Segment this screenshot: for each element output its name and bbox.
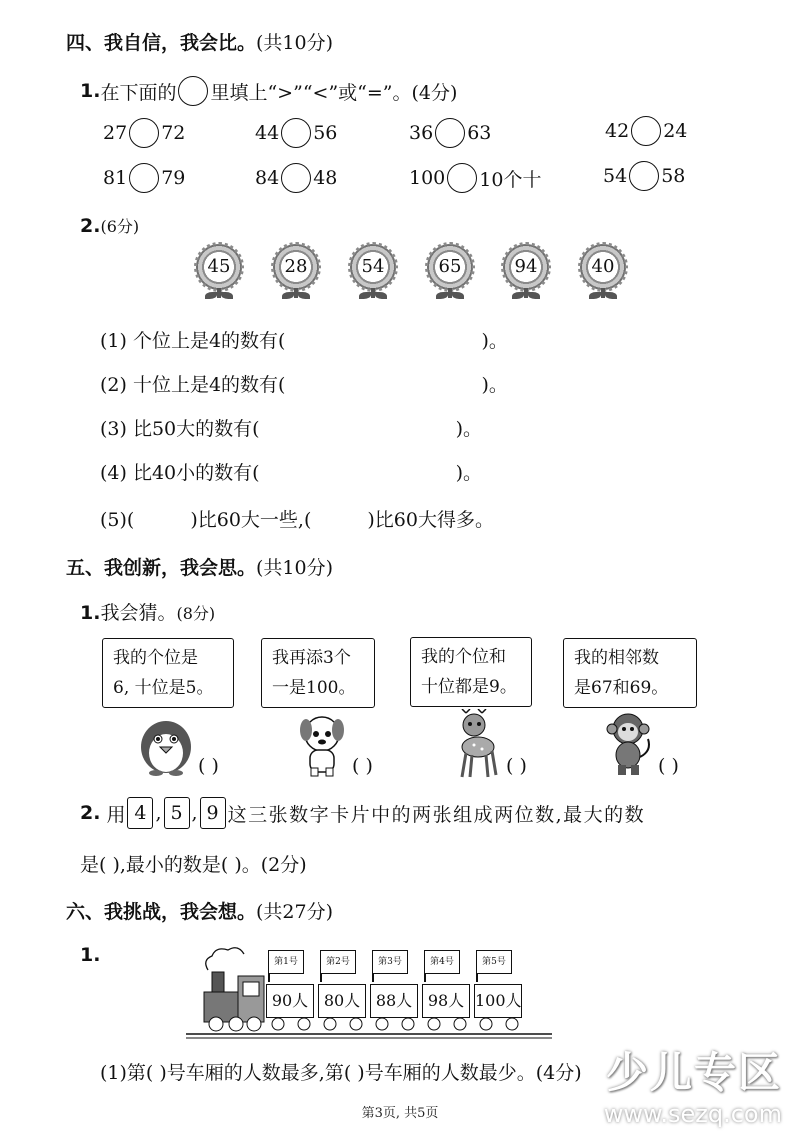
guess-number: 1.: [80, 602, 101, 624]
sub-text: 个位上是4的数有(: [132, 330, 286, 352]
cmp-right: 58: [661, 165, 686, 187]
sub5-open: (: [126, 509, 135, 531]
sub-text: 比40小的数有(: [132, 462, 260, 484]
sub-text: 十位上是4的数有(: [132, 374, 286, 396]
answer-circle[interactable]: [129, 118, 159, 148]
cards-q-pre: 用: [106, 803, 126, 826]
cmp-left: 27: [103, 122, 128, 144]
guess-text: 我会猜。: [100, 602, 177, 624]
section-4-heading: 四、我自信，我会比。: [66, 32, 257, 54]
guess-points: (8分): [176, 604, 216, 623]
cmp-left: 81: [103, 167, 128, 189]
sub-close: )。: [481, 374, 508, 396]
answer-circle[interactable]: [631, 116, 661, 146]
section-6-heading: 六、我挑战，我会想。: [66, 901, 257, 923]
cmp-right: 63: [467, 122, 492, 144]
flower-number: 65: [438, 256, 462, 277]
comparison-7: [409, 163, 541, 193]
page-footer: 第3页, 共5页: [361, 1106, 439, 1121]
cards-q-number: 2.: [80, 802, 101, 824]
comparison-4: [605, 116, 687, 146]
cmp-left: 100: [409, 167, 446, 189]
car-flag-3: 第3号: [372, 950, 408, 974]
train-car-4: 98人: [422, 984, 470, 1018]
monkey-icon: [604, 711, 654, 777]
cmp-right: 56: [313, 122, 338, 144]
cmp-left: 36: [409, 122, 434, 144]
cmp-right: 24: [663, 120, 688, 142]
cards-q-post: 这三张数字卡片中的两张组成两位数,最大的数: [227, 803, 646, 826]
car-flag-5: 第5号: [476, 950, 512, 974]
answer-circle[interactable]: [281, 163, 311, 193]
flower-4: [427, 244, 477, 300]
sub-question-3: [100, 414, 482, 441]
sub-label: (2): [100, 374, 127, 396]
sub-text: 比50大的数有(: [132, 418, 260, 440]
answer-paren-4[interactable]: ( ): [658, 755, 679, 777]
flower-1: [196, 244, 246, 300]
cmp-right: 72: [161, 122, 186, 144]
sub-close: )。: [481, 330, 508, 352]
sub-question-4: [100, 458, 482, 485]
speech-line: 我的相邻数: [574, 648, 659, 668]
cards-question: 2. 用 4 , 5 , 9 这三张数字卡片中的两张组成两位数,最大的数: [80, 797, 645, 829]
answer-paren-2[interactable]: ( ): [352, 755, 373, 777]
answer-circle[interactable]: [281, 118, 311, 148]
car-flag-2: 第2号: [320, 950, 356, 974]
car-flag-4: 第4号: [424, 950, 460, 974]
q2-prompt: [80, 214, 139, 237]
cmp-right: 48: [313, 167, 338, 189]
puppy-icon: [296, 712, 348, 778]
cmp-left: 44: [255, 122, 280, 144]
train-sub-question-1: [100, 1058, 582, 1085]
flower-5: [503, 244, 553, 300]
number-card-4: 4: [127, 797, 153, 829]
answer-paren-1[interactable]: ( ): [198, 755, 219, 777]
train-car-3: 88人: [370, 984, 418, 1018]
answer-circle[interactable]: [435, 118, 465, 148]
q1-text-pre: 在下面的: [100, 81, 177, 104]
sub-label: (1): [100, 1062, 127, 1084]
section-6-points: (共27分): [256, 901, 334, 923]
cmp-left: 84: [255, 167, 280, 189]
number-card-5: 5: [164, 797, 190, 829]
sub-label: (3): [100, 418, 127, 440]
sub-question-2: [100, 370, 508, 397]
speech-line: 我的个位和: [421, 647, 506, 667]
speech-box-4: [563, 638, 697, 708]
cmp-right: 79: [161, 167, 186, 189]
train-car-5: 100人: [474, 984, 522, 1018]
guess-prompt: [80, 598, 215, 625]
section-6-title: [66, 897, 333, 924]
speech-line: 一是100。: [272, 678, 356, 698]
q1-text-post: 里填上“>”“<”或“=”。(4分): [210, 81, 458, 104]
speech-line: 我再添3个: [272, 648, 351, 668]
penguin-icon: [138, 715, 194, 777]
comparison-6: [255, 163, 337, 193]
q1-number: 1.: [80, 80, 101, 102]
train-illustration: [186, 940, 552, 1040]
sub-label: (4): [100, 462, 127, 484]
sub-close: )。: [455, 462, 482, 484]
answer-circle[interactable]: [629, 161, 659, 191]
cards-question-line2: 是( ),最小的数是( )。(2分): [80, 854, 307, 876]
train-car-2: 80人: [318, 984, 366, 1018]
section-4-points: (共10分): [256, 32, 334, 54]
flower-number: 40: [591, 256, 615, 277]
answer-paren-3[interactable]: ( ): [506, 755, 527, 777]
flower-6: [580, 244, 630, 300]
q1-prompt: [80, 76, 457, 106]
speech-line: 十位都是9。: [421, 677, 517, 697]
flower-number: 28: [284, 256, 308, 277]
deer-icon: [452, 709, 502, 779]
train-q-number: 1.: [80, 944, 101, 966]
sub5-middle: )比60大一些,(: [190, 509, 312, 531]
section-5-title: [66, 553, 333, 580]
q2-points: (6分): [100, 217, 140, 236]
speech-box-2: [261, 638, 375, 708]
section-5-points: (共10分): [256, 557, 334, 579]
flower-3: [350, 244, 400, 300]
watermark-title: 少儿专区: [605, 1048, 782, 1097]
flower-number: 45: [207, 256, 231, 277]
speech-box-3: [410, 637, 532, 707]
comparison-5: [103, 163, 185, 193]
number-card-9: 9: [200, 797, 226, 829]
section-4-title: [66, 28, 333, 55]
watermark-url: www.sezq.com: [603, 1100, 782, 1128]
comparison-8: [603, 161, 685, 191]
speech-line: 6, 十位是5。: [113, 678, 214, 698]
flower-2: [273, 244, 323, 300]
sub-text: 第( )号车厢的人数最多,第( )号车厢的人数最少。(4分): [126, 1062, 582, 1084]
speech-box-1: [102, 638, 234, 708]
answer-circle[interactable]: [129, 163, 159, 193]
answer-circle-sample: [178, 76, 208, 106]
comparison-3: [409, 118, 491, 148]
flower-number: 94: [514, 256, 538, 277]
cmp-right: 10个十: [479, 168, 542, 191]
sub-close: )。: [455, 418, 482, 440]
sub-label: (5): [100, 509, 127, 531]
comparison-2: [255, 118, 337, 148]
q2-number: 2.: [80, 215, 101, 237]
sub-label: (1): [100, 330, 127, 352]
cmp-left: 54: [603, 165, 628, 187]
sub-question-5: [100, 505, 494, 532]
comparison-1: [103, 118, 185, 148]
answer-circle[interactable]: [447, 163, 477, 193]
speech-line: 我的个位是: [113, 648, 198, 668]
sub-question-1: [100, 326, 508, 353]
flower-number: 54: [361, 256, 385, 277]
sub5-end: )比60大得多。: [367, 509, 494, 531]
train-car-1: 90人: [266, 984, 314, 1018]
speech-line: 是67和69。: [574, 678, 669, 698]
cmp-left: 42: [605, 120, 630, 142]
section-5-heading: 五、我创新，我会思。: [66, 557, 257, 579]
car-flag-1: 第1号: [268, 950, 304, 974]
